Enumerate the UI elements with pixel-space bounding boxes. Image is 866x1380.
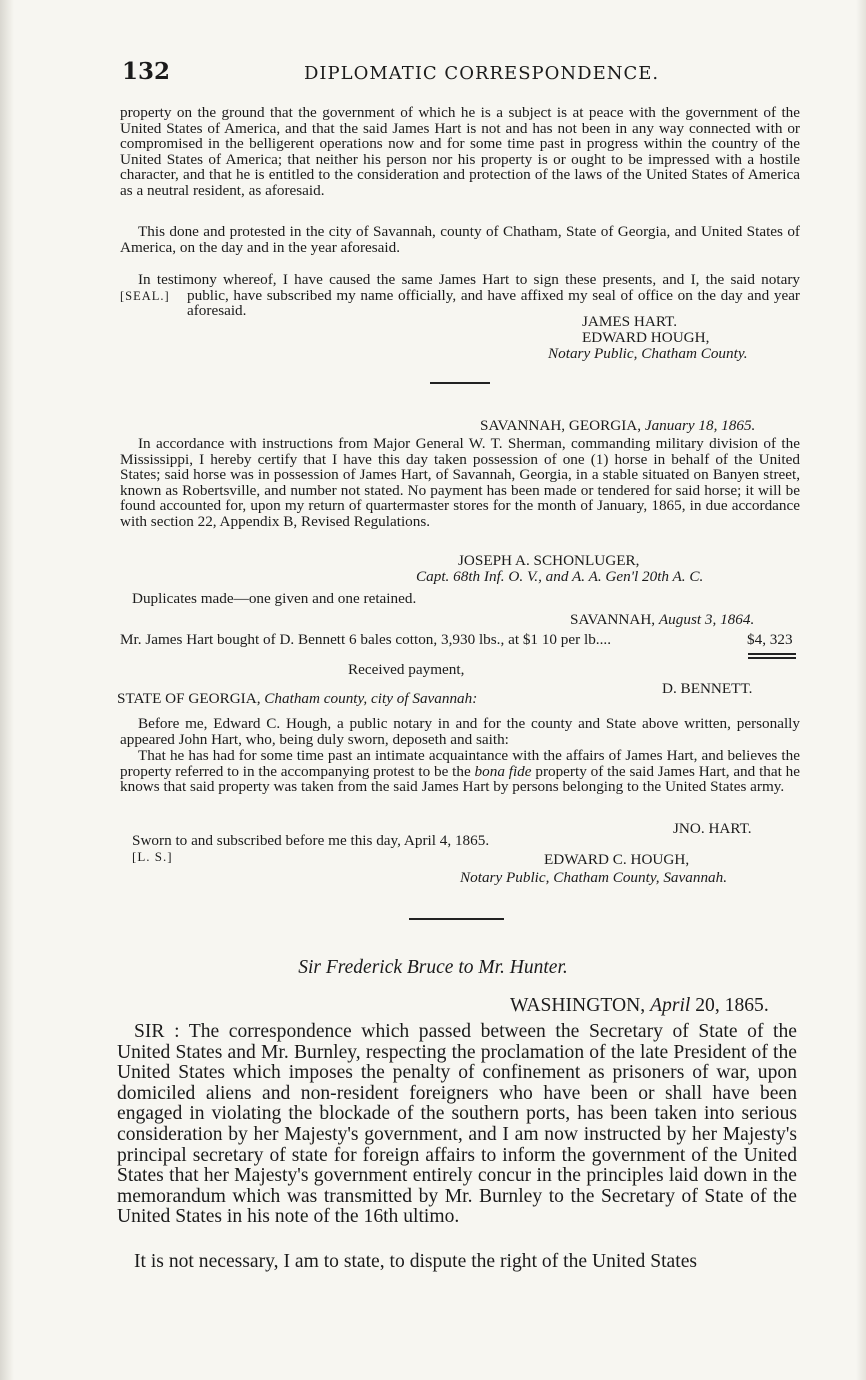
affidavit-notary: EDWARD C. HOUGH,: [544, 851, 690, 868]
receipt-dateline: [570, 612, 754, 628]
page-edge-shadow-left: [0, 0, 14, 1380]
notary-title: Notary Public, Chatham County.: [548, 345, 748, 362]
certificate-signer: JOSEPH A. SCHONLUGER,: [458, 552, 640, 569]
page-number: 132: [122, 58, 171, 85]
page-edge-shadow-right: [856, 0, 866, 1380]
running-title: DIPLOMATIC CORRESPONDENCE.: [304, 63, 660, 84]
certificate-body: In accordance with instructions from Major General W. T. Sherman, commanding military division of the Mississippi, I hereby certify that I have this day taken possession of one (1) horse in behalf of the United States; said horse was in possession of James Hart, of Savannah, Georgia, in a stable situated on Banyen street, known as Robertsville, and number not stated. No payment has been made or tendered for said horse; it will be found accounted for, upon my return of quartermaster stores for the month of January, 1865, in due accordance with section 22, Appendix B, Revised Regulations.: [120, 435, 800, 530]
affidavit-notary-title: Notary Public, Chatham County, Savannah.: [460, 869, 728, 886]
letter-dateline: [510, 996, 769, 1017]
letter-divider: [409, 918, 504, 920]
protest-paragraph: property on the ground that the government of which he is a subject is at peace with the government of the United States of America, and that the said James Hart is not and has not been in any way connected with or compromised in the belligerent operations now and for some time past in progress within the country of the United States of America; that neither his person nor his property is or ought to be impressed with a hostile character, and that he is entitled to the consideration and protection of the laws of the United States of America as a neutral resident, as aforesaid.: [120, 104, 800, 199]
testimony-paragraph: In testimony whereof, I have caused the same James Hart to sign these presents, and I, the said notary public, have subscribed my name officially, and have affixed my seal of office on the day and year aforesaid.: [138, 271, 800, 320]
seal-mark: [SEAL.]: [120, 289, 170, 303]
letter-date-rest: 20, 1865.: [695, 995, 769, 1016]
signature-edward-hough: EDWARD HOUGH,: [582, 329, 710, 346]
venue-county: Chatham county, city of Savannah:: [264, 690, 478, 707]
affidavit-paragraph-1: Before me, Edward C. Hough, a public notary in and for the county and State above written, personally appeared John Hart, who, being duly sworn, deposeth and saith:: [120, 715, 800, 748]
receipt-line: Mr. James Hart bought of D. Bennett 6 bales cotton, 3,930 lbs., at $1 10 per lb....: [120, 631, 611, 648]
receipt-amount: $4, 323: [747, 631, 793, 648]
affidavit-paragraph-2: That he has had for some time past an intimate acquaintance with the affairs of James Hart, and believes the property referred to in the accompanying protest to be the bona fide property of the said James Hart, and that he knows that said property was taken from the said James Hart by persons belonging to the United States army.: [120, 747, 801, 796]
receipt-signer: D. BENNETT.: [662, 680, 753, 697]
certificate-dateline: [480, 418, 755, 434]
letter-paragraph-1: SIR : The correspondence which passed between the Secretary of State of the United States and Mr. Burnley, respecting the proclamation of the late President of the United States which imposes the penalty of confinement as prisoners of war, upon domiciled aliens and non-resident foreigners who have been or shall have been engaged in violating the blockade of the southern ports, has been taken into serious consideration by her Majesty's government, and I am now instructed by her Majesty's principal secretary of state for foreign affairs to inform the government of the United States that her Majesty's government entirely concur in the principles laid down in the memorandum which was transmitted by Mr. Burnley to the Secretary of State of the United States in his note of the 16th ultimo.: [117, 1021, 797, 1228]
signature-james-hart: JAMES HART.: [582, 313, 678, 330]
affidavit-signer: JNO. HART.: [673, 820, 752, 837]
protest-done-paragraph: This done and protested in the city of Savannah, county of Chatham, State of Georgia, and United States of America, on the day and in the year aforesaid.: [120, 223, 800, 256]
sworn-line: Sworn to and subscribed before me this day, April 4, 1865.: [132, 832, 490, 849]
venue-state: STATE OF GEORGIA,: [117, 690, 261, 707]
dateline-date: January 18, 1865.: [644, 417, 756, 434]
letter-month: April: [650, 995, 691, 1016]
duplicates-note: Duplicates made—one given and one retained.: [132, 590, 417, 607]
section-divider: [430, 382, 490, 384]
receipt-place: SAVANNAH,: [570, 611, 656, 628]
letter-paragraph-2: It is not necessary, I am to state, to dispute the right of the United States: [134, 1251, 698, 1272]
receipt-date: August 3, 1864.: [658, 611, 755, 628]
certificate-signer-title: Capt. 68th Inf. O. V., and A. A. Gen'l 20th A. C.: [416, 568, 704, 585]
ls-mark: [L. S.]: [132, 849, 173, 864]
affidavit-venue: [117, 691, 477, 707]
total-double-rule: [748, 653, 796, 659]
letter-heading: Sir Frederick Bruce to Mr. Hunter.: [298, 957, 568, 978]
dateline-place: SAVANNAH, GEORGIA,: [480, 417, 642, 434]
letter-place: WASHINGTON,: [510, 995, 646, 1016]
received-payment: Received payment,: [348, 661, 465, 678]
